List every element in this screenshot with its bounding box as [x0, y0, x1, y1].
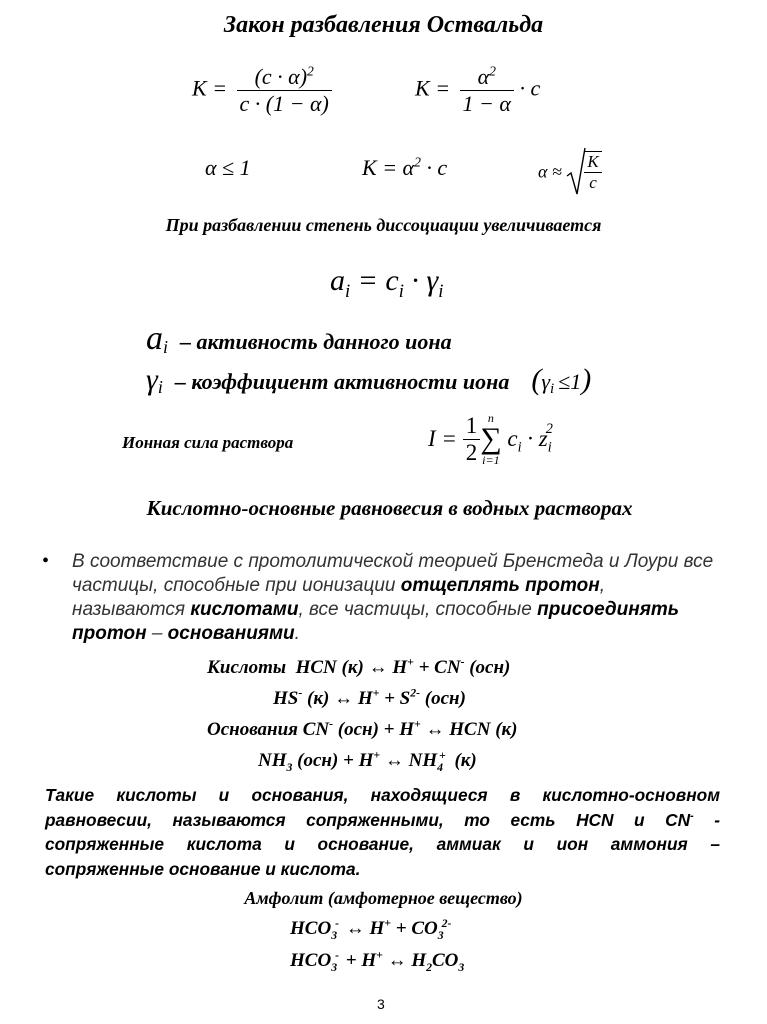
- bullet-paragraph: В соответствие с протолитической теорией Бренстеда и Лоури все частицы, способные при ионизации отщеплять протон, называются кислотами, все частицы, способные присоединять протон – основаниями.: [72, 551, 714, 644]
- activity-coefficient-definition: $\gamma_i$ – коэффициент активности иона $(\gamma_i \le 1)$: [146, 363, 592, 398]
- ostwald-simplified: $K = \alpha^2 \cdot c$: [362, 154, 448, 180]
- ostwald-formula-2: K = $\frac{\alpha^2}{1 - \alpha}$ · c: [415, 63, 541, 116]
- reaction-acid-hcn: Кислоты HCN (к) ↔ H+ + CN- (осн): [207, 655, 511, 678]
- ionic-strength-formula: I = $\frac{1}{2}$ n ∑ i=1 $c_i \cdot z_i^2$: [428, 411, 553, 467]
- ostwald-formula-1: K = $\frac{(c \cdot \alpha)^2}{c \cdot (1 - \alpha)}$: [192, 64, 332, 117]
- ampholyte-equation-1: $HCO_3^-$ ↔ $H^+ + CO_3^{2-}$: [290, 916, 452, 942]
- dilution-note: При разбавлении степень диссоциации увеличивается: [165, 215, 602, 235]
- conjugate-paragraph: Такие кислоты и основания, находящиеся в кислотно-основном равновесии, называются сопряженными, то есть HCN и CN- - сопряженные кислота и основание, аммиак и ион аммония – сопряженные основание и кислота.: [45, 785, 720, 879]
- alpha-condition: α ≤ 1: [205, 155, 251, 180]
- bullet-marker: •: [42, 550, 50, 572]
- reaction-acid-hs: HS- (к) ↔ $H^+ + S^{2-}$ (осн): [273, 686, 466, 709]
- section-heading: Кислотно-основные равновесия в водных растворах: [146, 496, 633, 520]
- reaction-base-nh3: $NH_3$ (осн) + H+ ↔ $NH_4^+$ (к): [258, 748, 477, 774]
- sqrt-sign-icon: [566, 146, 586, 198]
- activity-definition: $a_i$ – активность данного иона: [146, 320, 452, 358]
- activity-equation: $a_i = c_i \cdot \gamma_i$: [330, 264, 444, 302]
- ampholyte-equation-2: $HCO_3^- + H^+$ ↔ $H_2CO_3$: [290, 948, 465, 974]
- page-number: 3: [377, 996, 385, 1012]
- page-title: Закон разбавления Оствальда: [223, 12, 544, 38]
- reaction-base-cn: Основания CN- (осн) + H+ ↔ HCN (к): [207, 717, 518, 740]
- alpha-approx: α ≈ $\frac{K}{c}$: [538, 146, 602, 198]
- ampholyte-label: Амфолит (амфотерное вещество): [244, 888, 523, 908]
- ionic-strength-label: Ионная сила раствора: [122, 433, 294, 452]
